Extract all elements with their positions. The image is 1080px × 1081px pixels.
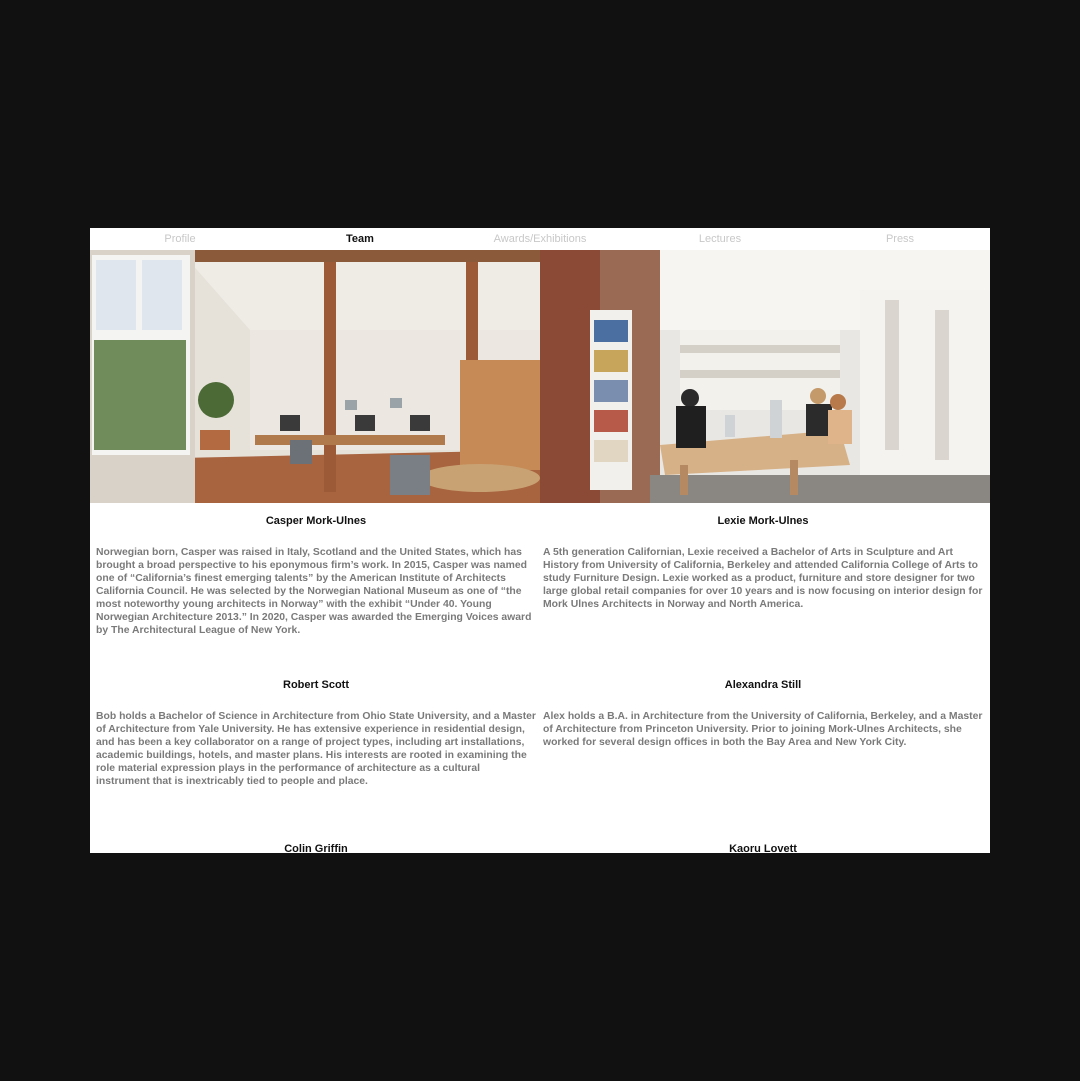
member-bio: Bob holds a Bachelor of Science in Architecture from Ohio State University, and a Master of Architecture from Yale University. He has extensive experience in residential design, and has been a key collaborator on a range of project types, including art installations, academic buildings, hotels, and master plans. His interests are rooted in examining the role material expression plays in the performance of architecture as a cultural instrument that is inextricably tied to people and place. [96,711,536,787]
member-name: Lexie Mork-Ulnes [717,515,809,527]
team-member-card [96,843,536,853]
team-at-work-photo [540,250,990,503]
tab-awards-exhibitions[interactable]: Awards/Exhibitions [493,233,587,245]
member-name: Robert Scott [283,679,349,691]
team-member-card [96,679,536,788]
team-member-card [96,515,536,637]
tab-profile[interactable]: Profile [164,233,196,245]
tab-lectures[interactable]: Lectures [698,233,742,245]
member-name: Kaoru Lovett [729,843,797,853]
member-bio: Alex holds a B.A. in Architecture from the University of California, Berkeley, and a Master of Architecture from Princeton University. Prior to joining Mork-Ulnes Architects, she worked for several design offices in both the Bay Area and New York City. [543,711,983,748]
team-member-card [543,843,983,853]
team-member-card [543,679,983,749]
section-tabs [90,228,990,250]
tab-press[interactable]: Press [885,233,915,245]
member-name: Casper Mork-Ulnes [265,515,367,527]
team-page [90,228,990,853]
office-interior-photo [90,250,540,503]
member-name: Colin Griffin [284,843,348,853]
tab-team[interactable]: Team [346,233,374,245]
team-member-card [543,515,983,611]
member-name: Alexandra Still [724,679,802,691]
member-bio: Norwegian born, Casper was raised in Italy, Scotland and the United States, which has brought a broad perspective to his eponymous firm’s work. In 2015, Casper was named one of “California’s finest emerging talents” by the American Institute of Architects California Council. He was selected by the Norwegian National Museum as one of “the most noteworthy young architects in Norway” with the exhibit “Under 40. Young Norwegian Architecture 2013.” In 2020, Casper was awarded the Emerging Voices award by The Architectural League of New York. [96,547,532,636]
member-bio: A 5th generation Californian, Lexie received a Bachelor of Arts in Sculpture and Art History from University of California, Berkeley and attended California College of Arts to study Furniture Design. Lexie worked as a product, furniture and store designer for two large global retail companies for over 10 years and is now focusing on interior design for Mork Ulnes Architects in Norway and North America. [543,547,983,610]
